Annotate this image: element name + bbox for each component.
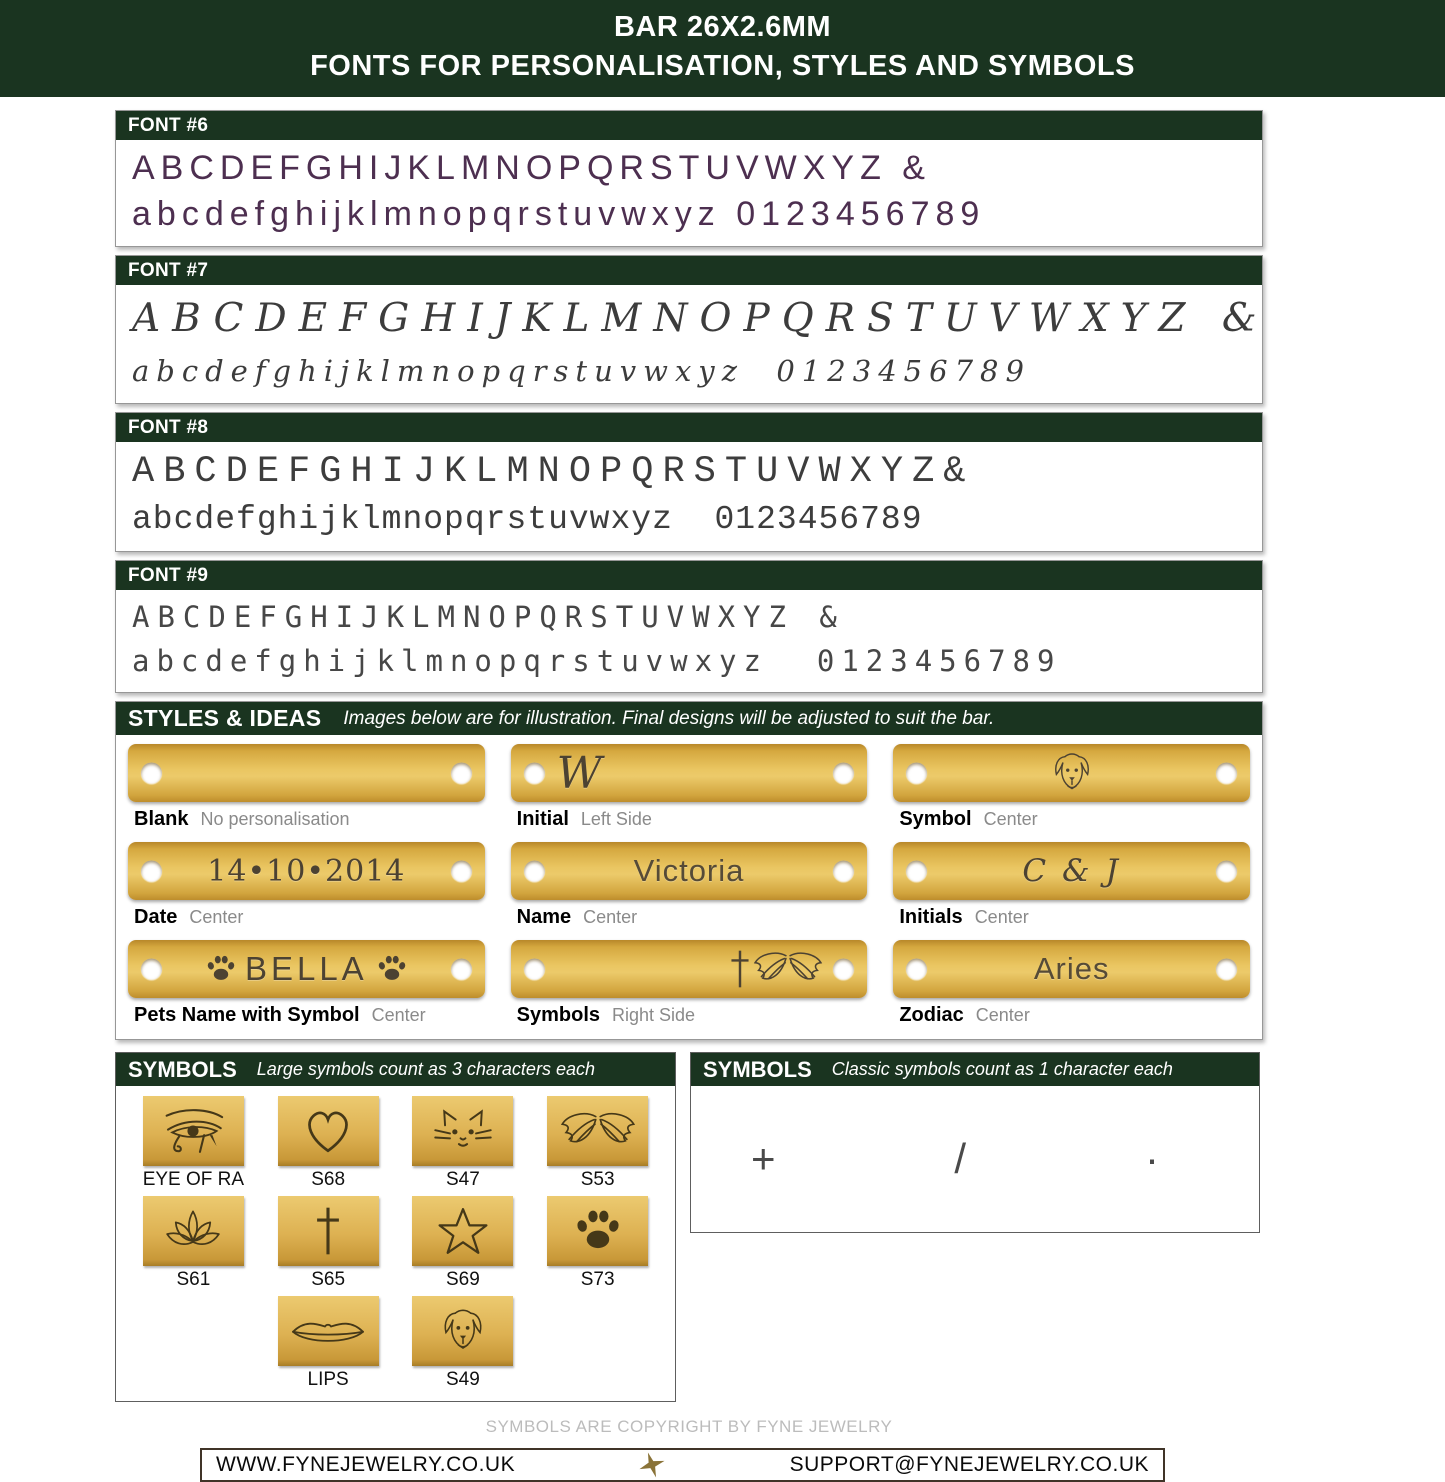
symbol-item-s61 (126, 1196, 261, 1291)
plus-symbol: + (751, 1135, 776, 1182)
font-8-header: FONT #8 (116, 413, 1262, 442)
bar-hole-left (524, 763, 545, 784)
style-card-initial (511, 744, 868, 831)
sparkle-icon (638, 1450, 666, 1480)
bar-hole-left (906, 763, 927, 784)
symbol-tile (278, 1196, 379, 1266)
bar-hole-right (1216, 763, 1237, 784)
symbol-label: S49 (445, 1369, 480, 1390)
paw-icon (376, 954, 408, 984)
font-6-header: FONT #6 (116, 111, 1262, 140)
bar-hole-left (141, 763, 162, 784)
symbol-item-s47 (396, 1096, 531, 1191)
font-9-uppercase-sample: ABCDEFGHIJKLMNOPQRSTUVWXYZ & (132, 600, 845, 634)
paw-icon (573, 1208, 623, 1254)
lips-icon (290, 1314, 366, 1348)
style-label: Name (516, 906, 572, 928)
page-header (0, 0, 1445, 97)
gold-bar-pets-name (128, 940, 485, 998)
font-8-lowercase-sample: abcdefghijklmnopqrstuvwxyz 0123456789 (132, 501, 923, 538)
font-specimen-8 (115, 412, 1263, 552)
style-card-symbol (893, 744, 1250, 831)
copyright-notice: SYMBOLS ARE COPYRIGHT BY FYNE JEWELRY (485, 1417, 893, 1436)
symbol-label: S68 (311, 1169, 346, 1190)
style-label: Initials (899, 906, 963, 928)
style-label: Initial (516, 808, 569, 830)
engraved-pet-name: BELLA (244, 950, 368, 987)
eye-of-ra-icon (158, 1106, 228, 1156)
styles-grid (116, 735, 1262, 1039)
symbol-tile (143, 1096, 244, 1166)
star-icon (437, 1206, 489, 1256)
symbol-item-s53 (530, 1096, 665, 1191)
gold-bar-initial (511, 744, 868, 802)
symbol-label: S65 (311, 1269, 346, 1290)
bar-hole-left (906, 959, 927, 980)
content (115, 110, 1269, 1482)
symbol-tile (143, 1196, 244, 1266)
classic-symbols-section (690, 1052, 1260, 1233)
dog-icon (438, 1307, 488, 1355)
symbol-tile (412, 1096, 513, 1166)
symbol-item-s73 (530, 1196, 665, 1291)
wings-icon (560, 1112, 636, 1150)
style-sublabel: Left Side (580, 809, 652, 829)
bar-hole-right (451, 861, 472, 882)
gold-bar-zodiac (893, 940, 1250, 998)
symbol-label: S53 (580, 1169, 615, 1190)
style-card-symbols (511, 940, 868, 1027)
font-specimen-7 (115, 255, 1269, 404)
classic-symbols-body (691, 1086, 1259, 1232)
symbol-item-s68 (261, 1096, 396, 1191)
symbol-tile (412, 1296, 513, 1366)
font-9-header: FONT #9 (116, 561, 1262, 590)
symbol-tile (412, 1196, 513, 1266)
classic-symbols-header (691, 1053, 1259, 1086)
font-9-lowercase-sample: abcdefghijklmnopqrstuvwxyz 0123456789 (132, 644, 1062, 678)
large-symbols-section (115, 1052, 676, 1402)
style-sublabel: Center (371, 1005, 426, 1025)
symbol-item-lips (261, 1296, 396, 1391)
gold-bar-name (511, 842, 868, 900)
classic-symbols-note: Classic symbols count as 1 character each (831, 1059, 1173, 1079)
large-symbols-grid (116, 1086, 675, 1401)
page-subtitle: FONTS FOR PERSONALISATION, STYLES AND SYMBOLS (310, 50, 1135, 82)
bar-hole-right (833, 763, 854, 784)
engraved-zodiac: Aries (1033, 951, 1110, 986)
cross-icon (314, 1206, 342, 1256)
style-label: Date (134, 906, 178, 928)
large-symbols-note: Large symbols count as 3 characters each (256, 1059, 595, 1079)
slash-symbol: / (954, 1135, 967, 1182)
symbol-label: S47 (445, 1169, 480, 1190)
font-7-lowercase-sample: abcdefghijklmnopqrstuvwxyz 0123456789 (132, 354, 1031, 388)
bar-hole-right (833, 959, 854, 980)
dot-symbol: · (1144, 1135, 1159, 1182)
styles-title: STYLES & IDEAS (128, 705, 322, 731)
bar-hole-right (451, 959, 472, 980)
gold-bar-date (128, 842, 485, 900)
symbol-item-eye-of-ra (126, 1096, 261, 1191)
style-sublabel: Right Side (612, 1005, 696, 1025)
bar-hole-left (524, 861, 545, 882)
style-sublabel: Center (983, 809, 1038, 829)
symbol-label: S61 (176, 1269, 211, 1290)
bar-hole-right (833, 861, 854, 882)
font-specimen-6 (115, 110, 1263, 247)
style-label: Zodiac (899, 1004, 964, 1026)
bar-hole-right (1216, 861, 1237, 882)
website-link[interactable]: WWW.FYNEJEWELRY.CO.UK (216, 1453, 516, 1476)
bar-hole-right (451, 763, 472, 784)
style-label: Blank (134, 808, 189, 830)
font-6-lowercase-sample: abcdefghijklmnopqrstuvwxyz 0123456789 (132, 195, 986, 233)
style-card-date (128, 842, 485, 929)
font-6-uppercase-sample: ABCDEFGHIJKLMNOPQRSTUVWXYZ & (132, 149, 931, 187)
lotus-icon (164, 1208, 222, 1254)
symbol-label: S73 (580, 1269, 615, 1290)
wings-icon (753, 951, 823, 987)
footer-contact-bar (200, 1448, 1165, 1482)
style-sublabel: Center (975, 1005, 1030, 1025)
classic-symbols-title: SYMBOLS (703, 1056, 812, 1082)
engraved-initial: W (556, 747, 602, 799)
heart-icon (302, 1107, 354, 1155)
cat-icon (432, 1107, 494, 1155)
large-symbols-title: SYMBOLS (128, 1056, 237, 1082)
font-specimen-9 (115, 560, 1263, 693)
bar-hole-left (524, 959, 545, 980)
symbol-tile (547, 1096, 648, 1166)
symbol-item-s65 (261, 1196, 396, 1291)
bar-hole-left (141, 861, 162, 882)
style-card-initials (893, 842, 1250, 929)
symbol-item-s69 (396, 1196, 531, 1291)
styles-and-ideas-section (115, 701, 1263, 1040)
style-sublabel: Center (189, 907, 244, 927)
font-8-uppercase-sample: ABCDEFGHIJKLMNOPQRSTUVWXYZ& (132, 451, 975, 493)
symbol-item-s49 (396, 1296, 531, 1391)
gold-bar-blank (128, 744, 485, 802)
style-card-name (511, 842, 868, 929)
font-7-header: FONT #7 (116, 256, 1262, 285)
bar-hole-left (141, 959, 162, 980)
style-sublabel: Center (974, 907, 1029, 927)
styles-header (116, 702, 1262, 735)
style-label: Pets Name with Symbol (134, 1004, 360, 1026)
symbol-label: LIPS (307, 1369, 349, 1390)
symbol-label: S69 (445, 1269, 480, 1290)
paw-icon (205, 954, 237, 984)
symbol-tile (278, 1296, 379, 1366)
support-email-link[interactable]: SUPPORT@FYNEJEWELRY.CO.UK (789, 1453, 1149, 1476)
product-title: BAR 26X2.6MM (613, 11, 832, 43)
style-sublabel: Center (583, 907, 638, 927)
gold-bar-initials (893, 842, 1250, 900)
large-symbols-header (116, 1053, 675, 1086)
symbol-tile (547, 1196, 648, 1266)
gold-bar-symbols (511, 940, 868, 998)
style-card-pets-name (128, 940, 485, 1027)
styles-note: Images below are for illustration. Final designs will be adjusted to suit the bar. (343, 707, 995, 729)
gold-bar-symbol (893, 744, 1250, 802)
style-card-blank (128, 744, 485, 831)
dog-icon (1049, 751, 1095, 795)
cross-icon (729, 949, 751, 989)
engraved-name: Victoria (633, 853, 745, 888)
engraved-initials: C & J (1022, 853, 1121, 889)
style-label: Symbol (899, 808, 972, 830)
symbol-tile (278, 1096, 379, 1166)
style-label: Symbols (516, 1004, 601, 1026)
style-sublabel: No personalisation (200, 809, 350, 829)
bar-hole-right (1216, 959, 1237, 980)
font-7-uppercase-sample: ABCDEFGHIJKLMNOPQRSTUVWXYZ & (132, 296, 1269, 341)
style-card-zodiac (893, 940, 1250, 1027)
bar-hole-left (906, 861, 927, 882)
symbol-label: EYE OF RA (142, 1169, 245, 1190)
engraved-date: 14•10•2014 (207, 853, 406, 889)
